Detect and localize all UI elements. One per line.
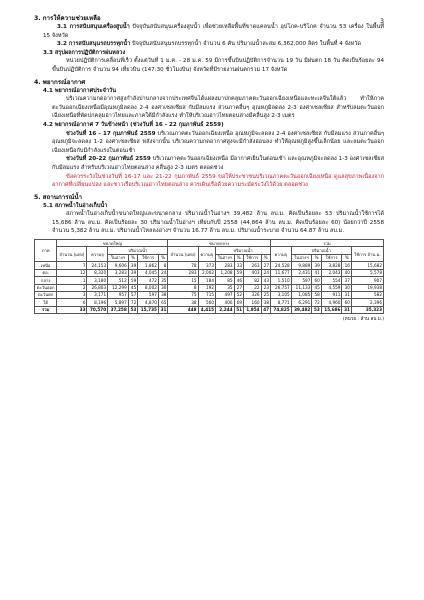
table-cell: 4,870 bbox=[138, 299, 159, 306]
table-cell: 4,960 bbox=[321, 299, 342, 306]
table-cell: 70,570 bbox=[87, 306, 108, 313]
th-usable: ใช้การ bbox=[321, 254, 342, 261]
table-cell: 38 bbox=[261, 299, 271, 306]
table-cell: 35,323 bbox=[351, 306, 383, 313]
forecast-period-2 bbox=[34, 155, 384, 172]
table-cell: 51 bbox=[234, 306, 244, 313]
table-cell: 1 bbox=[57, 277, 87, 284]
item-5-1-label: 5.1 สภาพน้ำในอ่างเก็บน้ำ bbox=[43, 202, 108, 209]
table-cell: 373 bbox=[198, 262, 216, 269]
table-cell: 22 bbox=[244, 284, 262, 291]
table-cell: 263 bbox=[244, 262, 262, 269]
table-cell: 31 bbox=[342, 306, 352, 313]
table-cell-region: กลาง bbox=[35, 277, 57, 284]
table-cell: 15,735 bbox=[138, 306, 159, 313]
table-cell: 9,889 bbox=[291, 262, 312, 269]
table-cell: 2,396 bbox=[351, 299, 383, 306]
table-cell: 65 bbox=[158, 299, 168, 306]
table-cell: 1,208 bbox=[216, 269, 234, 276]
table-cell: 15,686 bbox=[321, 306, 342, 313]
table-cell: 31 bbox=[342, 291, 352, 298]
table-cell: 35 bbox=[158, 277, 168, 284]
table-cell: 5,578 bbox=[351, 269, 383, 276]
table-cell: 582 bbox=[351, 291, 383, 298]
table-cell: 26,803 bbox=[87, 284, 108, 291]
table-cell: 24 bbox=[261, 269, 271, 276]
th-volume: ปริมาณน้ำ bbox=[291, 247, 351, 254]
table-cell: 8,320 bbox=[87, 269, 108, 276]
forecast-period-1 bbox=[34, 130, 384, 156]
table-cell: 39 bbox=[312, 262, 322, 269]
table-cell: 957 bbox=[108, 291, 129, 298]
table-cell: 37,258 bbox=[108, 306, 129, 313]
item-3-3-label: 3.3 สรุปผลการปฏิบัติการฝนหลวง bbox=[43, 49, 126, 56]
table-cell: 554 bbox=[321, 277, 342, 284]
item-4-2-label: 4.2 พยากรณ์อากาศ 7 วันข้างหน้า (ช่วงวันที่ 16 - 22 กุมภาพันธ์ 2559) bbox=[43, 121, 224, 128]
table-cell: 4,045 bbox=[138, 269, 159, 276]
table-cell: 3,180 bbox=[87, 277, 108, 284]
table-cell: 715 bbox=[198, 291, 216, 298]
table-cell: 59 bbox=[128, 277, 138, 284]
table-cell: 406 bbox=[216, 299, 234, 306]
table-cell: 46 bbox=[234, 277, 244, 284]
table-cell: 75 bbox=[168, 291, 198, 298]
table-cell: 58 bbox=[312, 291, 322, 298]
table-cell: 1,510 bbox=[271, 277, 292, 284]
table-cell: 57 bbox=[128, 291, 138, 298]
table-cell: 2,002 bbox=[198, 269, 216, 276]
table-cell: 60 bbox=[342, 299, 352, 306]
table-body bbox=[35, 262, 384, 314]
th-group-total: รวม bbox=[271, 240, 384, 247]
table-total-row bbox=[35, 306, 384, 313]
item-3-3-text: หน่วยปฏิบัติการเคลื่อนที่เร็ว ตั้งแต่วันที่ 1 ม.ค. - 28 ม.ค. 59 มีการขึ้นบินปฏิบัติการจำนวน 19 วัน มีฝนตก 18 วัน คิดเป็นร้อยละ 94 ขึ้นบินปฏิบัติการ จำนวน 94 เที่ยวบิน (147:30 ชั่วโมงบิน) จังหวัดที่มีรายงานฝนตกรวม 17 จังหวัด bbox=[52, 58, 384, 73]
table-cell: 6,291 bbox=[291, 299, 312, 306]
table-cell: 39 bbox=[128, 269, 138, 276]
table-cell: 192 bbox=[198, 284, 216, 291]
table-cell: 24,528 bbox=[271, 262, 292, 269]
forecast-period-1-label: ช่วงวันที่ 16 - 17 กุมภาพันธ์ 2559 bbox=[66, 130, 156, 137]
item-3-2-label: 3.2 การสนับสนุนรถบรรทุกน้ำ bbox=[57, 41, 131, 48]
table-cell: 597 bbox=[138, 291, 159, 298]
table-cell: 160 bbox=[244, 299, 262, 306]
th-in-res: ในอ่างฯ bbox=[291, 254, 312, 261]
item-3-1-label: 3.1 การสนับสนุนเครื่องสูบน้ำ bbox=[57, 24, 130, 30]
table-cell: 47 bbox=[261, 306, 271, 313]
table-cell: 8,771 bbox=[271, 299, 292, 306]
table-cell: 43 bbox=[261, 277, 271, 284]
table-cell-region: ใต้ bbox=[35, 299, 57, 306]
table-row bbox=[35, 277, 384, 284]
item-3-2-text: ปัจจุบันสนับสนุนรถบรรทุกน้ำ จำนวน 6 คัน ปริมาณน้ำสะสม 6,362,000 ลิตร ในพื้นที่ 4 จังหวัด bbox=[132, 41, 362, 48]
table-cell: 512 bbox=[108, 277, 129, 284]
th-pct: % bbox=[234, 254, 244, 261]
table-cell: 39,482 bbox=[291, 306, 312, 313]
item-3-1 bbox=[34, 23, 384, 40]
table-cell: 7 bbox=[57, 262, 87, 269]
section-5 bbox=[34, 193, 384, 236]
table-cell: 19,938 bbox=[351, 284, 383, 291]
table-cell: 4,415 bbox=[198, 306, 216, 313]
table-cell: 33 bbox=[234, 262, 244, 269]
table-cell: 283 bbox=[168, 269, 198, 276]
table-cell: 15 bbox=[168, 277, 198, 284]
table-cell: 2,431 bbox=[291, 269, 312, 276]
table-cell: 38 bbox=[168, 299, 198, 306]
table-cell: 911 bbox=[321, 291, 342, 298]
table-cell: 45 bbox=[312, 284, 322, 291]
item-4-1-label: 4.1 พยากรณ์อากาศประจำวัน bbox=[43, 87, 117, 94]
forecast-warning: ข้อควรระวังในช่วงวันที่ 16-17 และ 21-22 กุมภาพันธ์ 2559 ขอให้ประชาชนบริเวณภาคตะวันออกเฉียงเหนือ ดูแลสุขภาพเนื่องจากอากาศที่เปลี่ยนแปลง และชาวเรือบริเวณอ่าวไทยตอนล่าง ควรเดินเรือด้วยความระมัดระวังไว้ด้วย ตลอดช่วง bbox=[52, 173, 384, 189]
table-cell: 3,828 bbox=[321, 262, 342, 269]
table-cell: 41 bbox=[312, 269, 322, 276]
th-in-res: ในอ่างฯ bbox=[216, 254, 234, 261]
th-capacity: ความจุ bbox=[271, 247, 292, 262]
section-4-title: 4. พยากรณ์อากาศ bbox=[34, 78, 86, 86]
table-cell: 11,677 bbox=[271, 269, 292, 276]
table-cell: 3,105 bbox=[271, 291, 292, 298]
table-cell-region: ตะวันออก bbox=[35, 284, 57, 291]
th-pct: % bbox=[158, 254, 168, 261]
table-cell: 27 bbox=[234, 284, 244, 291]
table-cell: 85 bbox=[216, 277, 234, 284]
table-cell: 184 bbox=[198, 277, 216, 284]
table-cell: 52 bbox=[234, 291, 244, 298]
table-cell: 3,171 bbox=[87, 291, 108, 298]
section-4 bbox=[34, 78, 384, 190]
table-row bbox=[35, 269, 384, 276]
table-cell: 60 bbox=[312, 277, 322, 284]
table-row bbox=[35, 299, 384, 306]
table-cell: 12,299 bbox=[108, 284, 129, 291]
table-row bbox=[35, 284, 384, 291]
section-5-title: 5. สถานการณ์น้ำ bbox=[34, 193, 83, 201]
th-pct: % bbox=[261, 254, 271, 261]
table-cell: 82 bbox=[244, 277, 262, 284]
table-cell: 1,954 bbox=[244, 306, 262, 313]
th-count: จำนวน (แห่ง) bbox=[168, 247, 198, 262]
table-cell: 907 bbox=[351, 277, 383, 284]
item-3-1-text: ปัจจุบันสนับสนุนเครื่องสูบน้ำ เพื่อช่วยเหลือพื้นที่ขาดแคลนน้ำ อุปโภค-บริโภค จำนวน 53 เครื่อง ในพื้นที่ 15 จังหวัด bbox=[43, 24, 384, 39]
forecast-period-2-label: ช่วงวันที่ 20-22 กุมภาพันธ์ 2559 bbox=[66, 156, 151, 163]
table-cell: 2,043 bbox=[321, 269, 342, 276]
table-cell: 37 bbox=[342, 277, 352, 284]
table-cell: 11,133 bbox=[291, 284, 312, 291]
table-cell: 326 bbox=[244, 291, 262, 298]
table-cell: 24,153 bbox=[87, 262, 108, 269]
th-pct: % bbox=[312, 254, 322, 261]
table-cell: 6 bbox=[57, 299, 87, 306]
table-cell: 472 bbox=[138, 277, 159, 284]
th-volume: ปริมาณน้ำ bbox=[216, 247, 271, 254]
table-cell: 35 bbox=[216, 284, 234, 291]
table-cell: 1,862 bbox=[138, 262, 159, 269]
table-cell: 33 bbox=[57, 306, 87, 313]
table-cell: 12 bbox=[57, 269, 87, 276]
table-cell: 15,682 bbox=[351, 262, 383, 269]
table-cell: 2 bbox=[57, 284, 87, 291]
table-cell: 74,825 bbox=[271, 306, 292, 313]
th-region: ภาค bbox=[35, 240, 57, 262]
table-cell: 3,283 bbox=[108, 269, 129, 276]
table-cell: 40 bbox=[342, 269, 352, 276]
table-cell: 283 bbox=[216, 262, 234, 269]
table-cell-region: ตอ. bbox=[35, 269, 57, 276]
table-cell: 403 bbox=[244, 269, 262, 276]
table-cell-region: รวม bbox=[35, 306, 57, 313]
table-cell: 8 bbox=[168, 284, 198, 291]
table-cell-region: ตะวันตก bbox=[35, 291, 57, 298]
table-cell: 16 bbox=[342, 262, 352, 269]
th-capacity: ความจุ bbox=[87, 247, 108, 262]
th-pct: % bbox=[128, 254, 138, 261]
page-number: 3 bbox=[380, 18, 384, 25]
unit-note: (หน่วย : ล้าน ลบ.ม.) bbox=[342, 317, 384, 323]
th-in-res: ในอ่างฯ bbox=[108, 254, 129, 261]
table-cell: 53 bbox=[128, 306, 138, 313]
table-cell: 38 bbox=[158, 291, 168, 298]
table-cell: 560 bbox=[198, 299, 216, 306]
th-capacity: ความจุ bbox=[198, 247, 216, 262]
table-cell-region: เหนือ bbox=[35, 262, 57, 269]
table-cell: 72 bbox=[128, 299, 138, 306]
table-cell: 497 bbox=[216, 291, 234, 298]
table-cell: 25 bbox=[261, 291, 271, 298]
table-cell: 3 bbox=[57, 291, 87, 298]
table-cell: 9,606 bbox=[108, 262, 129, 269]
item-5-1-text: สภาพน้ำในอ่างเก็บน้ำขนาดใหญ่และขนาดกลาง ปริมาณน้ำในอ่างฯ 39,482 ล้าน ลบ.ม. คิดเป็นร้อยละ 53 ปริมาณน้ำใช้การได้ 15,686 ล้าน ลบ.ม. คิดเป็นร้อยละ 30 ปริมาณน้ำในอ่างฯ เทียบกับปี 2558 (44,864 ล้าน ลบ.ม. คิดเป็นร้อยละ 60) น้อยกว่าปี 2558 จำนวน 5,382 ล้าน ลบ.ม. ปริมาณน้ำไหลลงอ่างฯ จำนวน 16.77 ล้าน ลบ.ม. ปริมาณน้ำระบาย จำนวน 64.87 ล้าน ลบ.ม. bbox=[52, 211, 384, 235]
section-3 bbox=[34, 14, 384, 75]
th-group-medium: ขนาดกลาง bbox=[168, 240, 271, 247]
forecast-period-1-text: บริเวณภาคตะวันออกเฉียงเหนือ อุณหภูมิจะลดลง 2-4 องศาเซลเซียส กับมีลมแรง ส่วนภาคอื่นๆ อุณหภูมิจะลดลง 1-2 องศาเซลเซียส หลังจากนั้น บริเวณความกดอากาศสูงจะมีกำลังอ่อนลง ทำให้อุณหภูมิสูงขึ้นเล็กน้อย และลมตะวันออกเฉียงเหนือกับมีกำลังแรงในตอนเช้า bbox=[52, 130, 384, 154]
table-cell: 72 bbox=[312, 299, 322, 306]
th-volume: ปริมาณน้ำ bbox=[108, 247, 168, 254]
table-cell: 30 bbox=[342, 284, 352, 291]
table-cell: 24 bbox=[158, 269, 168, 276]
table-cell: 59 bbox=[234, 269, 244, 276]
table-cell: 45 bbox=[128, 284, 138, 291]
table-cell: 8,002 bbox=[138, 284, 159, 291]
table-cell: 597 bbox=[291, 277, 312, 284]
table-cell: 39 bbox=[128, 262, 138, 269]
th-group-large: ขนาดใหญ่ bbox=[57, 240, 168, 247]
th-usable: ใช้การ bbox=[138, 254, 159, 261]
item-3-2 bbox=[34, 40, 384, 49]
table-cell: 69 bbox=[234, 299, 244, 306]
th-usable: ใช้การ bbox=[244, 254, 262, 261]
th-pct: % bbox=[342, 254, 352, 261]
table-cell: 30 bbox=[158, 284, 168, 291]
table-cell: 448 bbox=[168, 306, 198, 313]
section-3-title: 3. การให้ความช่วยเหลือ bbox=[34, 15, 101, 22]
table-row bbox=[35, 291, 384, 298]
table-cell: 78 bbox=[168, 262, 198, 269]
forecast-period-2-text: บริเวณภาคตะวันออกเฉียงเหนือ มีอากาศเย็นในตอนเช้า และอุณหภูมิจะลดลง 1-3 องศาเซลเซียส กับมีลมแรง สำหรับบริเวณอ่าวไทยตอนล่าง คลื่นสูง 2-3 เมตร ตลอดช่วง bbox=[52, 156, 385, 171]
table-cell: 26,757 bbox=[271, 284, 292, 291]
table-cell: 2,244 bbox=[216, 306, 234, 313]
table-cell: 23 bbox=[261, 284, 271, 291]
table-cell: 27 bbox=[261, 262, 271, 269]
table-cell: 8 bbox=[158, 262, 168, 269]
table-cell: 1,085 bbox=[291, 291, 312, 298]
item-4-1-text: บริเวณความกดอากาศสูงกำลังปานกลางจากประเทศจีนได้แผ่ลงมาปกคลุมภาคตะวันออกเฉียงเหนือและทะเลจีนใต้แล้ว ทำให้ภาคตะวันออกเฉียงเหนือมีอุณหภูมิลดลง 2-4 องศาเซลเซียส กับมีลมแรง ส่วนภาคอื่นๆ อุณหภูมิลดลง 2-3 องศาเซลเซียส สำหรับลมตะวันออกเฉียงเหนือที่พัดปกคลุมอ่าวไทยและภาคใต้มีกำลังแรง ทำให้บริเวณอ่าวไทยตอนล่างมีคลื่นสูง 2-3 เมตร bbox=[52, 96, 384, 120]
th-count: จำนวน (แห่ง) bbox=[57, 247, 87, 262]
table-cell: 31 bbox=[158, 306, 168, 313]
table-cell: 53 bbox=[312, 306, 322, 313]
table-row bbox=[35, 262, 384, 269]
table-cell: 4,559 bbox=[321, 284, 342, 291]
table-cell: 5,897 bbox=[108, 299, 129, 306]
th-pct-use: ใช้การ ล้าน ม. bbox=[351, 247, 383, 262]
reservoir-table bbox=[34, 239, 384, 314]
table-cell: 8,196 bbox=[87, 299, 108, 306]
